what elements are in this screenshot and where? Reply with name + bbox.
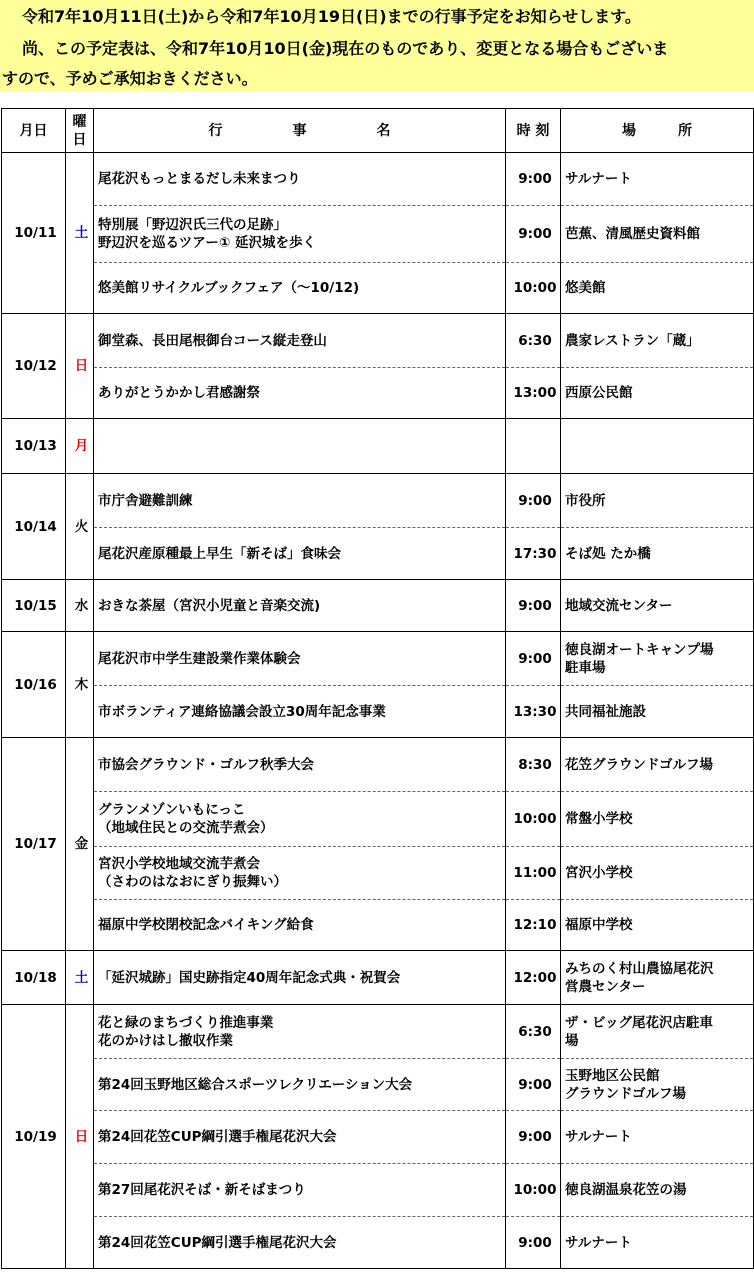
event-name-line-1: 「延沢城跡」国史跡指定40周年記念式典・祝賀会 xyxy=(98,969,401,986)
event-name-line-1: 悠美館リサイクルブックフェア（～10/12) xyxy=(98,280,360,296)
event-name-line-1: 宮沢小学校地域交流芋煮会 xyxy=(98,856,260,872)
event-time-cell: 9:00 xyxy=(506,1059,561,1111)
event-name-cell xyxy=(94,792,506,847)
event-time-cell: 12:00 xyxy=(506,951,561,1005)
event-name-cell xyxy=(94,1005,506,1059)
notice-banner xyxy=(0,0,754,91)
event-time-cell: 12:10 xyxy=(506,900,561,951)
event-place-cell xyxy=(561,1005,754,1059)
date-cell: 10/13 xyxy=(2,419,66,474)
date-cell: 10/19 xyxy=(2,1005,66,1269)
event-place-cell xyxy=(561,1059,754,1111)
event-name-cell xyxy=(94,263,506,314)
table-row xyxy=(2,153,754,206)
table-row xyxy=(2,368,754,419)
event-place-line-1: 西原公民館 xyxy=(565,385,633,401)
table-row xyxy=(2,263,754,314)
event-place-cell xyxy=(561,314,754,368)
event-place-cell xyxy=(561,206,754,263)
table-row xyxy=(2,1059,754,1111)
event-place-line-2: グラウンドゴルフ場 xyxy=(565,1085,686,1102)
weekday-cell: 水 xyxy=(66,580,94,632)
event-time-cell: 9:00 xyxy=(506,206,561,263)
weekday-cell: 土 xyxy=(66,153,94,314)
event-name-cell xyxy=(94,632,506,686)
event-name-line-1: 第27回尾花沢そば・新そばまつり xyxy=(98,1182,306,1198)
event-place-line-1: 花笠グラウンドゴルフ場 xyxy=(565,756,713,773)
schedule-table xyxy=(1,108,754,1269)
event-place-cell xyxy=(561,1111,754,1164)
header-dow xyxy=(66,109,94,153)
event-place-cell xyxy=(561,368,754,419)
event-time-cell: 11:00 xyxy=(506,847,561,900)
event-place-cell xyxy=(561,1164,754,1217)
event-name-line-2: 花のかけはし撤収作業 xyxy=(98,1032,233,1049)
notice-line-2: 尚、この予定表は、令和7年10月10日(金)現在のものであり、変更となる場合もございま xyxy=(22,39,669,58)
weekday-cell: 木 xyxy=(66,632,94,738)
event-name-line-1: グランメゾンいもにっこ xyxy=(98,802,246,818)
event-name-line-1: 市協会グラウンド・ゴルフ秋季大会 xyxy=(98,756,314,773)
event-name-cell xyxy=(94,686,506,738)
event-name-line-1: 第24回花笠CUP綱引選手権尾花沢大会 xyxy=(98,1234,337,1251)
event-time-cell: 17:30 xyxy=(506,528,561,580)
header-dow-a: 曜 xyxy=(72,113,87,130)
event-time-cell: 9:00 xyxy=(506,632,561,686)
table-row xyxy=(2,686,754,738)
event-name-line-1: 花と緑のまちづくり推進事業 xyxy=(98,1014,274,1031)
table-row xyxy=(2,900,754,951)
event-place-line-1: 福原中学校 xyxy=(565,917,633,933)
date-cell: 10/17 xyxy=(2,738,66,951)
date-cell: 10/16 xyxy=(2,632,66,738)
event-time-cell: 9:00 xyxy=(506,1217,561,1269)
event-name-cell xyxy=(94,153,506,206)
event-place-line-1: サルナート xyxy=(565,1234,632,1251)
event-name-line-1: ありがとうかかし君感謝祭 xyxy=(98,385,260,401)
event-name-line-1: 市ボランティア連絡協議会設立30周年記念事業 xyxy=(98,703,386,720)
weekday-cell: 日 xyxy=(66,314,94,419)
table-row xyxy=(2,951,754,1005)
event-time-cell: 9:00 xyxy=(506,1111,561,1164)
event-time-cell: 13:00 xyxy=(506,368,561,419)
event-name-line-1: 第24回花笠CUP綱引選手権尾花沢大会 xyxy=(98,1129,337,1145)
event-name-line-1: 第24回玉野地区総合スポーツレクリエーション大会 xyxy=(98,1076,413,1093)
event-place-line-1: 悠美館 xyxy=(565,280,606,296)
event-place-cell xyxy=(561,792,754,847)
event-place-line-1: みちのく村山農協尾花沢 xyxy=(565,960,714,977)
event-place-line-1: 芭蕉、清風歴史資料館 xyxy=(565,226,700,242)
header-time: 時 刻 xyxy=(506,109,561,153)
event-place-cell xyxy=(561,528,754,580)
event-place-line-1: ザ・ビッグ尾花沢店駐車 xyxy=(565,1014,713,1031)
event-place-cell xyxy=(561,847,754,900)
date-cell: 10/12 xyxy=(2,314,66,419)
event-place-cell xyxy=(561,951,754,1005)
event-name-cell xyxy=(94,1164,506,1217)
table-row xyxy=(2,528,754,580)
table-row xyxy=(2,1164,754,1217)
header-place: 場 所 xyxy=(561,109,754,153)
event-name-line-2: 野辺沢を巡るツアー① 延沢城を歩く xyxy=(98,235,316,251)
notice-line-1: 令和7年10月11日(土)から令和7年10月19日(日)までの行事予定をお知らせします。 xyxy=(22,7,641,26)
event-place-line-1: サルナート xyxy=(565,1129,632,1145)
event-name-line-1: 特別展「野辺沢氏三代の足跡」 xyxy=(98,217,287,233)
table-row xyxy=(2,1005,754,1059)
event-place-line-1: 農家レストラン「蔵」 xyxy=(565,332,700,349)
header-date: 月日 xyxy=(2,109,66,153)
event-time-cell: 10:00 xyxy=(506,1164,561,1217)
event-place-line-2: 駐車場 xyxy=(565,659,606,676)
event-time-cell: 9:00 xyxy=(506,153,561,206)
event-name-line-1: 尾花沢産原種最上早生「新そば」食味会 xyxy=(98,545,341,562)
event-name-line-1: おきな茶屋（宮沢小児童と音楽交流) xyxy=(98,597,321,614)
weekday-cell: 日 xyxy=(66,1005,94,1269)
event-place-line-2: 場 xyxy=(565,1032,579,1049)
weekday-cell: 土 xyxy=(66,951,94,1005)
schedule-body xyxy=(2,153,754,1269)
event-place-line-2: 営農センター xyxy=(565,978,646,995)
event-place-line-1: 常盤小学校 xyxy=(565,811,633,827)
table-row xyxy=(2,474,754,528)
event-name-line-2: （さわのはなおにぎり振舞い） xyxy=(98,874,287,890)
event-name-cell xyxy=(94,206,506,263)
event-name-cell xyxy=(94,580,506,632)
event-place-cell xyxy=(561,900,754,951)
event-name-line-1: 市庁舎避難訓練 xyxy=(98,492,193,509)
notice-line-3: すので、予めご承知おきください。 xyxy=(2,69,258,88)
table-row xyxy=(2,1217,754,1269)
weekday-cell: 金 xyxy=(66,738,94,951)
table-row xyxy=(2,314,754,368)
table-row xyxy=(2,206,754,263)
event-place-cell xyxy=(561,686,754,738)
event-name-cell xyxy=(94,368,506,419)
event-place-line-1: そば処 たか橋 xyxy=(565,545,651,562)
event-place-cell xyxy=(561,474,754,528)
event-time-cell: 10:00 xyxy=(506,792,561,847)
date-cell: 10/11 xyxy=(2,153,66,314)
event-place-line-1: 市役所 xyxy=(565,492,606,509)
weekday-cell: 月 xyxy=(66,419,94,474)
table-row xyxy=(2,419,754,474)
table-row xyxy=(2,632,754,686)
event-place-cell xyxy=(561,580,754,632)
event-name-cell xyxy=(94,419,506,474)
event-place-line-1: 徳良湖温泉花笠の湯 xyxy=(565,1182,687,1198)
event-name-cell xyxy=(94,1111,506,1164)
event-place-line-1: 宮沢小学校 xyxy=(565,865,633,881)
event-time-cell: 13:30 xyxy=(506,686,561,738)
event-time-cell xyxy=(506,419,561,474)
weekday-cell: 火 xyxy=(66,474,94,580)
event-name-cell xyxy=(94,847,506,900)
event-place-line-1: 玉野地区公民館 xyxy=(565,1067,660,1084)
event-place-cell xyxy=(561,263,754,314)
event-name-cell xyxy=(94,474,506,528)
event-place-line-1: サルナート xyxy=(565,171,632,187)
event-name-cell xyxy=(94,528,506,580)
header-row xyxy=(2,109,754,153)
event-time-cell: 6:30 xyxy=(506,314,561,368)
event-place-line-1: 徳良湖オートキャンプ場 xyxy=(565,641,714,658)
event-name-cell xyxy=(94,314,506,368)
event-name-cell xyxy=(94,1217,506,1269)
event-time-cell: 9:00 xyxy=(506,580,561,632)
event-name-cell xyxy=(94,951,506,1005)
event-name-cell xyxy=(94,900,506,951)
event-time-cell: 8:30 xyxy=(506,738,561,792)
event-name-line-1: 尾花沢もっとまるだし未来まつり xyxy=(98,171,301,187)
header-event: 行 事 名 xyxy=(94,109,506,153)
event-name-cell xyxy=(94,1059,506,1111)
event-name-line-1: 福原中学校閉校記念バイキング給食 xyxy=(98,917,314,933)
table-row xyxy=(2,580,754,632)
event-place-line-1: 地域交流センター xyxy=(565,597,673,614)
table-row xyxy=(2,792,754,847)
event-name-cell xyxy=(94,738,506,792)
event-place-cell xyxy=(561,1217,754,1269)
table-row xyxy=(2,1111,754,1164)
event-name-line-1: 御堂森、長田尾根御台コース縦走登山 xyxy=(98,332,327,349)
event-time-cell: 10:00 xyxy=(506,263,561,314)
date-cell: 10/18 xyxy=(2,951,66,1005)
event-place-line-1: 共同福祉施設 xyxy=(565,703,646,720)
event-place-cell xyxy=(561,419,754,474)
event-time-cell: 6:30 xyxy=(506,1005,561,1059)
event-time-cell: 9:00 xyxy=(506,474,561,528)
date-cell: 10/15 xyxy=(2,580,66,632)
date-cell: 10/14 xyxy=(2,474,66,580)
event-name-line-1: 尾花沢市中学生建設業作業体験会 xyxy=(98,650,301,667)
table-row xyxy=(2,738,754,792)
event-place-cell xyxy=(561,153,754,206)
event-place-cell xyxy=(561,738,754,792)
header-dow-b: 日 xyxy=(72,131,87,148)
event-name-line-2: （地域住民との交流芋煮会） xyxy=(98,820,274,836)
event-place-cell xyxy=(561,632,754,686)
table-row xyxy=(2,847,754,900)
